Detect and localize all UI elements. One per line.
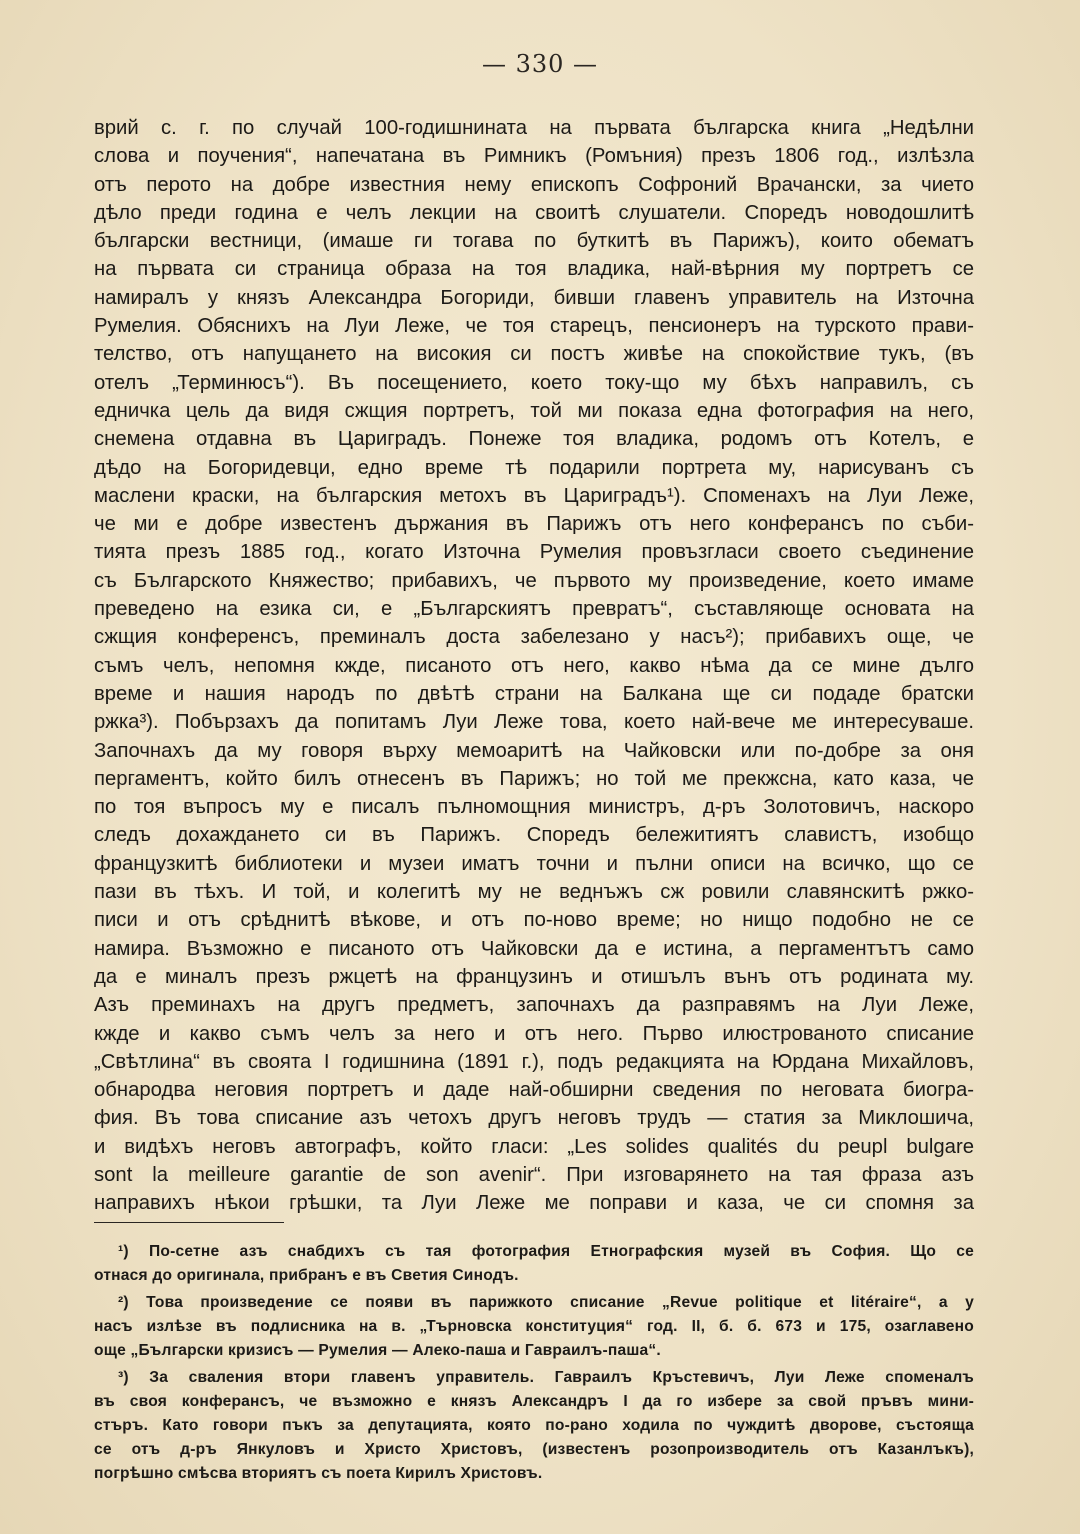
body-line: писи и отъ срѣднитѣ вѣкове, и отъ по-ново време; но нищо подобно не се bbox=[94, 909, 974, 932]
body-line: Азъ преминахъ на другъ предметъ, започнахъ да разправямъ на Луи Леже, bbox=[94, 994, 974, 1017]
body-line: фия. Въ това списание азъ четохъ другъ неговъ трудъ — статия за Миклошича, bbox=[94, 1107, 974, 1130]
body-line: Започнахъ да му говоря върху мемоаритѣ на Чайковски или по-добре за оня bbox=[94, 739, 974, 762]
footnote-1 bbox=[94, 1240, 974, 1288]
body-line: на първата си страница образа на тоя владика, най-вѣрния му портретъ се bbox=[94, 258, 974, 281]
footnote-line: се отъ д-ръ Янкуловъ и Христо Христовъ, (известенъ розопроизводитель отъ Казанлъкъ), bbox=[94, 1441, 974, 1458]
footnote-divider bbox=[94, 1222, 284, 1223]
body-line: направихъ нѣкои грѣшки, та Луи Леже ме поправи и каза, че си спомня за bbox=[94, 1192, 974, 1215]
body-line: обнародва неговия портретъ и даде най-обширни сведения по неговата биогра- bbox=[94, 1079, 974, 1102]
body-line: телство, отъ напущането на високия си постъ живѣе на спокойствие тукъ, (въ bbox=[94, 343, 974, 366]
body-line: дѣло преди година е челъ лекции на своитѣ слушатели. Споредъ новодошлитѣ bbox=[94, 201, 974, 224]
footnote-line: ³) За сваления втори главенъ управитель. Гавраилъ Кръстевичъ, Луи Леже споменалъ bbox=[118, 1369, 974, 1386]
body-line: намиралъ у князъ Александра Богориди, бивши главенъ управитель на Източна bbox=[94, 286, 974, 309]
body-line: sont la meilleure garantie de son avenir“. При изговарянето на тая фраза азъ bbox=[94, 1163, 974, 1186]
footnote-line: още „Български кризисъ — Румелия — Алеко-паша и Гавраилъ-паша“. bbox=[94, 1342, 661, 1359]
footnote-line: отнася до оригинала, прибранъ е въ Светия Синодъ. bbox=[94, 1267, 519, 1284]
footnote-3 bbox=[94, 1366, 974, 1486]
body-line: пази въ тѣхъ. И той, и колегитѣ му не веднъжъ сж ровили славянскитѣ ржко- bbox=[94, 881, 974, 904]
footnotes bbox=[94, 1240, 974, 1489]
footnote-line: въ своя конферансъ, че възможно е князъ Александръ I да го избере за свой пръвъ мини- bbox=[94, 1393, 974, 1410]
body-line: снемена отдавна въ Цариградъ. Понеже тоя владика, родомъ отъ Котелъ, е bbox=[94, 428, 974, 451]
body-line: сжщия конференсъ, преминалъ доста забелезано у насъ²); прибавихъ още, че bbox=[94, 626, 974, 649]
footnote-line: ¹) По-сетне азъ снабдихъ съ тая фотография Етнографския музей въ София. Що се bbox=[118, 1243, 974, 1260]
body-line: време и нашия народъ по двѣтѣ страни на Балкана ще си подаде братски bbox=[94, 682, 974, 705]
body-line: да е миналъ презъ ржцетѣ на французинъ и отишълъ вънъ отъ родината му. bbox=[94, 965, 974, 988]
body-line: съмъ челъ, непомня кжде, писаното отъ него, какво нѣма да се мине дълго bbox=[94, 654, 974, 677]
body-line: че ми е добре известенъ държания въ Парижъ отъ него конферансъ по съби- bbox=[94, 513, 974, 536]
footnote-2 bbox=[94, 1291, 974, 1363]
body-line: кжде и какво съмъ челъ за него и отъ него. Първо илюстрованото списание bbox=[94, 1022, 974, 1045]
page-number: — 330 — bbox=[481, 50, 599, 78]
body-line: маслени краски, на българския метохъ въ Цариградъ¹). Споменахъ на Луи Леже, bbox=[94, 484, 974, 507]
body-line: ржка³). Побързахъ да попитамъ Луи Леже това, което най-вече ме интересуваше. bbox=[94, 711, 974, 734]
body-line: следъ дохаждането си въ Парижъ. Споредъ бележитиятъ славистъ, изобщо bbox=[94, 824, 974, 847]
body-line: едничка цель да видя сжщия портретъ, той ми показа една фотография на него, bbox=[94, 399, 974, 422]
body-line: преведено на езика си, е „Българскиятъ превратъ“, съставляюще основата на bbox=[94, 598, 974, 621]
body-line: по тоя въпросъ му е писалъ пълномощния министръ, д-ръ Золотовичъ, наскоро bbox=[94, 796, 974, 819]
body-line: слова и поучения“, напечатана въ Римникъ (Ромъния) презъ 1806 год., излѣзла bbox=[94, 145, 974, 168]
body-text bbox=[94, 114, 974, 1218]
body-line: французкитѣ библиотеки и музеи иматъ точни и пълни описи на всичко, що се bbox=[94, 852, 974, 875]
footnote-line: стъръ. Като говори пъкъ за депутацията, която по-рано ходила по чуждитѣ дворове, състояща bbox=[94, 1417, 974, 1434]
body-line: дѣдо на Богоридевци, едно време тѣ подарили портрета му, нарисуванъ съ bbox=[94, 456, 974, 479]
footnote-line: погрѣшно смѣсва вториятъ съ поета Кирилъ Христовъ. bbox=[94, 1465, 543, 1482]
body-line: пергаментъ, който билъ отнесенъ въ Парижъ; но той ме прекжсна, като каза, че bbox=[94, 767, 974, 790]
body-line: отъ перото на добре известния нему епископъ Софроний Врачански, за чието bbox=[94, 173, 974, 196]
body-line: съ Българското Княжество; прибавихъ, че първото му произведение, което имаме bbox=[94, 569, 974, 592]
body-line: отелъ „Терминюсъ“). Въ посещението, което току-що му бѣхъ направилъ, съ bbox=[94, 371, 974, 394]
body-line: и видѣхъ неговъ автографъ, който гласи: „Les solides qualités du peupl bulgare bbox=[94, 1135, 974, 1158]
body-line: Румелия. Обяснихъ на Луи Леже, че тоя старецъ, пенсионеръ на турското прави- bbox=[94, 315, 974, 338]
footnote-line: ²) Това произведение се появи въ парижкото списание „Revue politique et litéraire“, а у bbox=[118, 1294, 974, 1311]
body-line: тията презъ 1885 год., когато Източна Румелия провъзгласи своето съединение bbox=[94, 541, 974, 564]
footnote-line: насъ излѣзе въ подлисника на в. „Търновска конституция“ год. II, б. б. 673 и 175, озаглавено bbox=[94, 1318, 974, 1335]
body-line: български вестници, (имаше ги тогава по буткитѣ въ Парижъ), които обематъ bbox=[94, 230, 974, 253]
body-line: „Свѣтлина“ въ своята I годишнина (1891 г.), подъ редакцията на Юрдана Михайловъ, bbox=[94, 1050, 974, 1073]
body-line: намира. Възможно е писаното отъ Чайковски да е истина, а пергаментътъ само bbox=[94, 937, 974, 960]
body-line: врий с. г. по случай 100-годишнината на първата българска книга „Недѣлни bbox=[94, 117, 974, 139]
